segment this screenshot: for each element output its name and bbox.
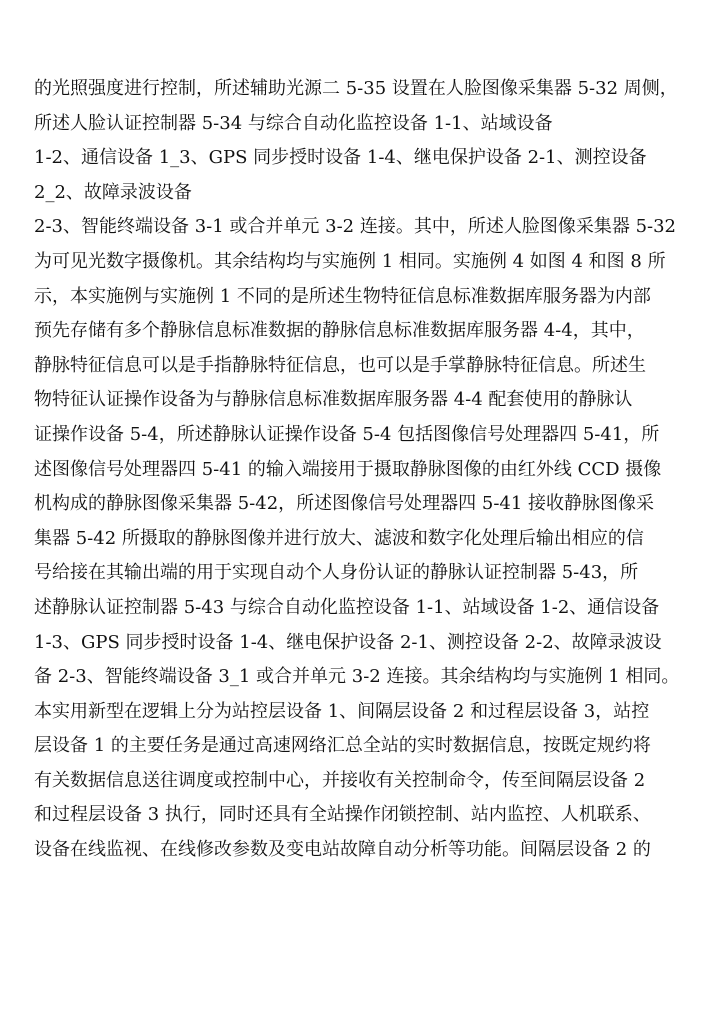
text-line: 和过程层设备 3 执行，同时还具有全站操作闭锁控制、站内监控、人机联系、 <box>34 804 651 826</box>
text-line: 备 2-3、智能终端设备 3_1 或合并单元 3-2 连接。其余结构均与实施例 1 相同。 <box>34 666 680 688</box>
text-line: 静脉特征信息可以是手指静脉特征信息，也可以是手掌静脉特征信息。所述生 <box>34 354 646 376</box>
text-line: 1-3、GPS 同步授时设备 1-4、继电保护设备 2-1、测控设备 2-2、故障录波设 <box>34 631 662 653</box>
text-line: 述静脉认证控制器 5-43 与综合自动化监控设备 1-1、站域设备 1-2、通信设备 <box>34 596 660 618</box>
text-line: 证操作设备 5-4，所述静脉认证操作设备 5-4 包括图像信号处理器四 5-41，所 <box>34 423 660 445</box>
text-line: 述图像信号处理器四 5-41 的输入端接用于摄取静脉图像的由红外线 CCD 摄像 <box>34 458 662 480</box>
text-line: 示，本实施例与实施例 1 不同的是所述生物特征信息标准数据库服务器为内部 <box>34 285 651 307</box>
body-text <box>34 72 694 868</box>
text-line: 预先存储有多个静脉信息标准数据的静脉信息标准数据库服务器 4-4，其中， <box>34 320 645 342</box>
text-line: 1-2、通信设备 1_3、GPS 同步授时设备 1-4、继电保护设备 2-1、测控设备 <box>34 147 647 169</box>
text-line: 2-3、智能终端设备 3-1 或合并单元 3-2 连接。其中，所述人脸图像采集器 5-32 <box>34 216 677 238</box>
text-line: 层设备 1 的主要任务是通过高速网络汇总全站的实时数据信息，按既定规约将 <box>34 735 651 757</box>
text-line: 本实用新型在逻辑上分为站控层设备 1、间隔层设备 2 和过程层设备 3，站控 <box>34 700 650 722</box>
text-line: 集器 5-42 所摄取的静脉图像并进行放大、滤波和数字化处理后输出相应的信 <box>34 527 644 549</box>
text-line: 号给接在其输出端的用于实现自动个人身份认证的静脉认证控制器 5-43，所 <box>34 562 639 584</box>
text-line: 2_2、故障录波设备 <box>34 181 192 203</box>
text-line: 机构成的静脉图像采集器 5-42，所述图像信号处理器四 5-41 接收静脉图像采 <box>34 493 655 515</box>
text-line: 物特征认证操作设备为与静脉信息标准数据库服务器 4-4 配套使用的静脉认 <box>34 389 633 411</box>
text-line: 所述人脸认证控制器 5-34 与综合自动化监控设备 1-1、站域设备 <box>34 112 553 134</box>
text-line: 有关数据信息送往调度或控制中心，并接收有关控制命令，传至间隔层设备 2 <box>34 769 646 791</box>
text-line: 的光照强度进行控制，所述辅助光源二 5-35 设置在人脸图像采集器 5-32 周侧， <box>34 78 678 99</box>
text-line: 为可见光数字摄像机。其余结构均与实施例 1 相同。实施例 4 如图 4 和图 8 所 <box>34 250 666 272</box>
text-line: 设备在线监视、在线修改参数及变电站故障自动分析等功能。间隔层设备 2 的 <box>34 839 651 861</box>
